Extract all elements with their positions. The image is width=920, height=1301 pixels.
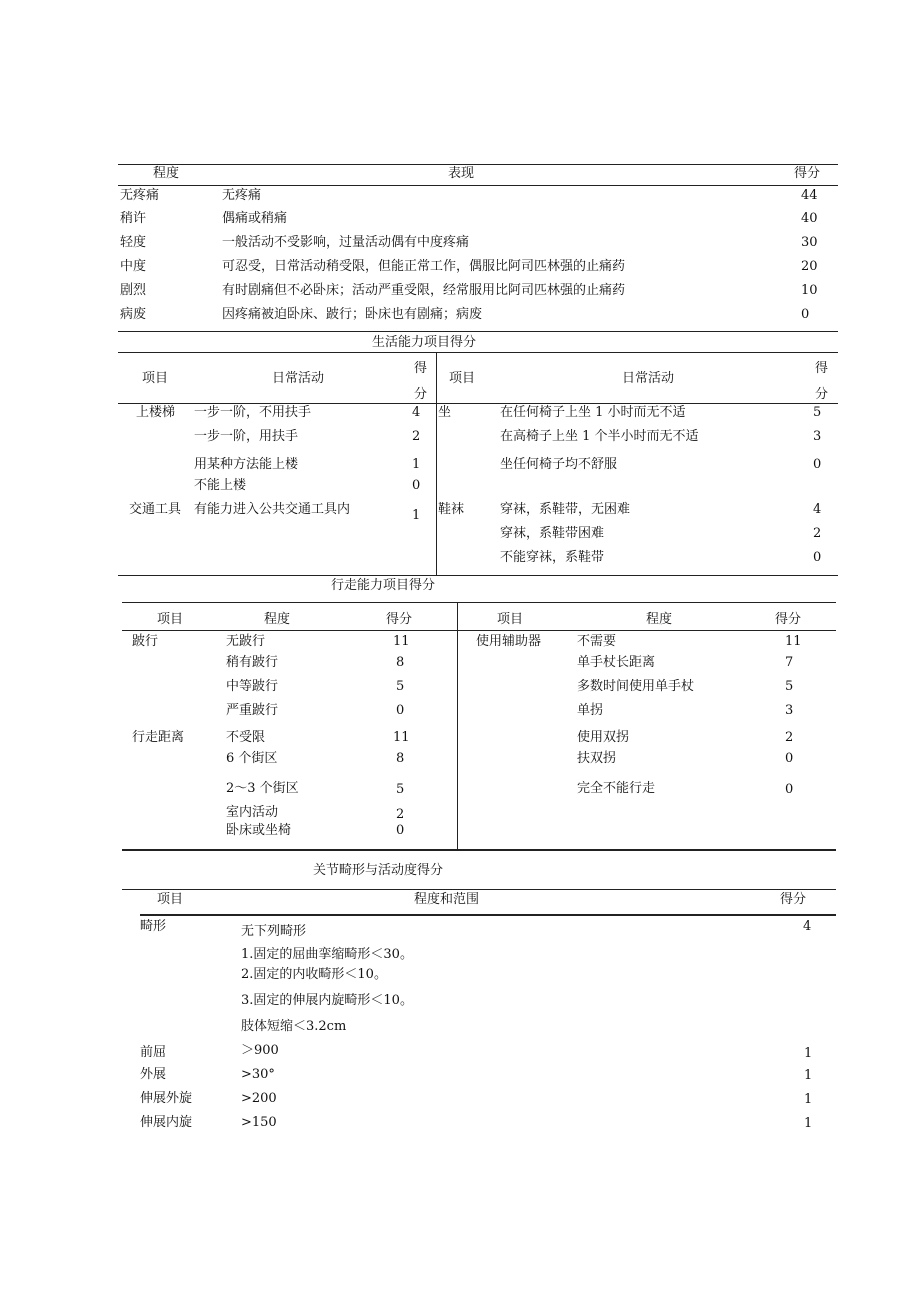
walking-item: 使用辅助器: [476, 634, 542, 649]
daily-activity: 穿袜，系鞋带，无困难: [500, 502, 631, 517]
walking-header-score: 得分: [775, 612, 802, 627]
daily-score: 4: [813, 502, 822, 517]
daily-activity: 用某种方法能上楼: [194, 457, 299, 472]
walking-degree: 稍有跛行: [226, 655, 279, 670]
pain-degree: 稍许: [120, 211, 147, 226]
daily-score: 5: [813, 405, 822, 420]
pain-degree: 剧烈: [120, 283, 147, 298]
walking-degree: 单拐: [577, 703, 604, 718]
joint-deformity-score: 4: [803, 919, 812, 934]
joint-header-range: 程度和范围: [414, 892, 480, 907]
walking-score: 0: [785, 751, 794, 766]
joint-score: 1: [804, 1068, 813, 1083]
daily-header-score-bottom: 分: [815, 387, 829, 402]
walking-degree: 不受限: [226, 730, 266, 745]
rule: [118, 164, 838, 165]
walking-degree: 完全不能行走: [577, 781, 656, 796]
pain-score: 10: [801, 283, 818, 298]
walking-score: 7: [785, 655, 794, 670]
joint-score: 1: [804, 1116, 813, 1131]
joint-deformity-line: 无下列畸形: [241, 924, 307, 939]
pain-score: 30: [801, 235, 818, 250]
rule: [118, 575, 838, 576]
walking-score: 0: [785, 782, 794, 797]
daily-header-score-bottom: 分: [414, 387, 428, 402]
daily-item: 鞋袜: [438, 502, 465, 517]
walking-degree: 6 个街区: [226, 751, 278, 766]
rule: [118, 352, 838, 353]
walking-score: 11: [393, 730, 410, 745]
pain-degree: 轻度: [120, 235, 147, 250]
daily-header-item: 项目: [449, 371, 476, 386]
walking-score: 2: [396, 807, 405, 822]
daily-header-activity: 日常活动: [622, 371, 675, 386]
daily-activity: 一步一阶，不用扶手: [194, 405, 312, 420]
walking-degree: 卧床或坐椅: [226, 823, 292, 838]
walking-score: 5: [785, 679, 794, 694]
daily-header-activity: 日常活动: [272, 371, 325, 386]
pain-desc: 偶痛或稍痛: [222, 211, 288, 226]
daily-header-score-top: 得: [414, 361, 428, 376]
joint-item: 外展: [140, 1067, 167, 1082]
walking-degree: 多数时间使用单手杖: [577, 679, 695, 694]
joint-deformity-line: 肢体短缩＜3.2cm: [241, 1019, 347, 1034]
walking-item: 行走距离: [132, 730, 185, 745]
pain-desc: 无疼痛: [222, 188, 262, 203]
walking-degree: 使用双拐: [577, 730, 630, 745]
column-divider: [457, 602, 458, 849]
walking-score: 2: [785, 730, 794, 745]
rule: [122, 889, 836, 890]
daily-score: 2: [813, 526, 822, 541]
walking-score: 5: [396, 679, 405, 694]
walking-score: 0: [396, 703, 405, 718]
walking-score: 8: [396, 655, 405, 670]
daily-title: 生活能力项目得分: [372, 335, 477, 350]
rule: [122, 849, 836, 851]
daily-item: 上楼梯: [136, 405, 176, 420]
daily-activity: 不能穿袜，系鞋带: [500, 550, 605, 565]
daily-score: 1: [412, 457, 421, 472]
joint-item: 前屈: [140, 1045, 167, 1060]
joint-item: 伸展外旋: [140, 1091, 193, 1106]
joint-deformity-line: 2.固定的内收畸形＜10。: [241, 967, 387, 982]
walking-title: 行走能力项目得分: [331, 578, 436, 593]
walking-item: 跛行: [132, 634, 159, 649]
daily-score: 1: [412, 508, 421, 523]
walking-header-item: 项目: [157, 612, 184, 627]
pain-score: 44: [801, 188, 818, 203]
rule: [118, 403, 838, 404]
daily-score: 0: [412, 478, 421, 493]
walking-header-score: 得分: [386, 612, 413, 627]
joint-range: >150: [241, 1115, 277, 1130]
walking-header-item: 项目: [497, 612, 524, 627]
rule: [140, 914, 836, 916]
walking-degree: 中等跛行: [226, 679, 279, 694]
daily-activity: 穿袜，系鞋带困难: [500, 526, 605, 541]
daily-score: 4: [412, 405, 421, 420]
daily-activity: 在高椅子上坐 1 个半小时而无不适: [500, 429, 699, 444]
daily-activity: 有能力进入公共交通工具内: [194, 502, 351, 517]
joint-header-item: 项目: [157, 892, 184, 907]
pain-desc: 因疼痛被迫卧床、跛行；卧床也有剧痛；病废: [222, 307, 483, 322]
walking-score: 0: [396, 823, 405, 838]
walking-header-degree: 程度: [646, 612, 673, 627]
walking-header-degree: 程度: [264, 612, 291, 627]
walking-score: 5: [396, 782, 405, 797]
joint-range: >30°: [241, 1067, 275, 1082]
joint-deformity-line: 1.固定的屈曲挛缩畸形＜30。: [241, 947, 413, 962]
joint-header-score: 得分: [780, 892, 807, 907]
walking-degree: 无跛行: [226, 634, 266, 649]
pain-degree: 病废: [120, 307, 147, 322]
daily-activity: 不能上楼: [194, 478, 247, 493]
pain-desc: 有时剧痛但不必卧床；活动严重受限，经常服用比阿司匹林强的止痛药: [222, 283, 626, 298]
pain-degree: 无疼痛: [120, 188, 160, 203]
walking-score: 8: [396, 751, 405, 766]
daily-score: 3: [813, 429, 822, 444]
daily-item: 坐: [438, 405, 452, 420]
daily-activity: 一步一阶，用扶手: [194, 429, 299, 444]
rule: [118, 331, 838, 332]
rule: [122, 630, 836, 631]
joint-deformity-item: 畸形: [140, 919, 167, 934]
pain-header-score: 得分: [794, 166, 821, 181]
pain-desc: 可忍受，日常活动稍受限，但能正常工作，偶服比阿司匹林强的止痛药: [222, 259, 626, 274]
joint-item: 伸展内旋: [140, 1115, 193, 1130]
joint-deformity-line: 3.固定的伸展内旋畸形＜10。: [241, 993, 413, 1008]
joint-score: 1: [804, 1046, 813, 1061]
daily-item: 交通工具: [129, 502, 182, 517]
walking-degree: 严重跛行: [226, 703, 279, 718]
walking-score: 11: [393, 634, 410, 649]
daily-score: 0: [813, 457, 822, 472]
walking-degree: 扶双拐: [577, 751, 617, 766]
joint-range: ＞900: [241, 1043, 279, 1058]
pain-desc: 一般活动不受影响，过量活动偶有中度疼痛: [222, 235, 470, 250]
pain-degree: 中度: [120, 259, 147, 274]
joint-score: 1: [804, 1092, 813, 1107]
pain-header-degree: 程度: [153, 166, 180, 181]
walking-score: 3: [785, 703, 794, 718]
daily-activity: 在任何椅子上坐 1 小时而无不适: [500, 405, 686, 420]
column-divider: [436, 352, 437, 575]
walking-degree: 单手杖长距离: [577, 655, 656, 670]
pain-score: 40: [801, 211, 818, 226]
walking-degree: 2～3 个街区: [226, 781, 299, 796]
pain-score: 0: [801, 307, 810, 322]
daily-header-item: 项目: [142, 371, 169, 386]
daily-activity: 坐任何椅子均不舒服: [500, 457, 618, 472]
daily-score: 2: [412, 429, 421, 444]
pain-score: 20: [801, 259, 818, 274]
pain-header-desc: 表现: [448, 166, 475, 181]
walking-score: 11: [785, 634, 802, 649]
walking-degree: 室内活动: [226, 805, 279, 820]
joint-title: 关节畸形与活动度得分: [313, 863, 444, 878]
walking-degree: 不需要: [577, 634, 617, 649]
daily-header-score-top: 得: [815, 361, 829, 376]
rule: [122, 602, 836, 603]
joint-range: >200: [241, 1091, 277, 1106]
daily-score: 0: [813, 550, 822, 565]
rule: [118, 185, 838, 186]
